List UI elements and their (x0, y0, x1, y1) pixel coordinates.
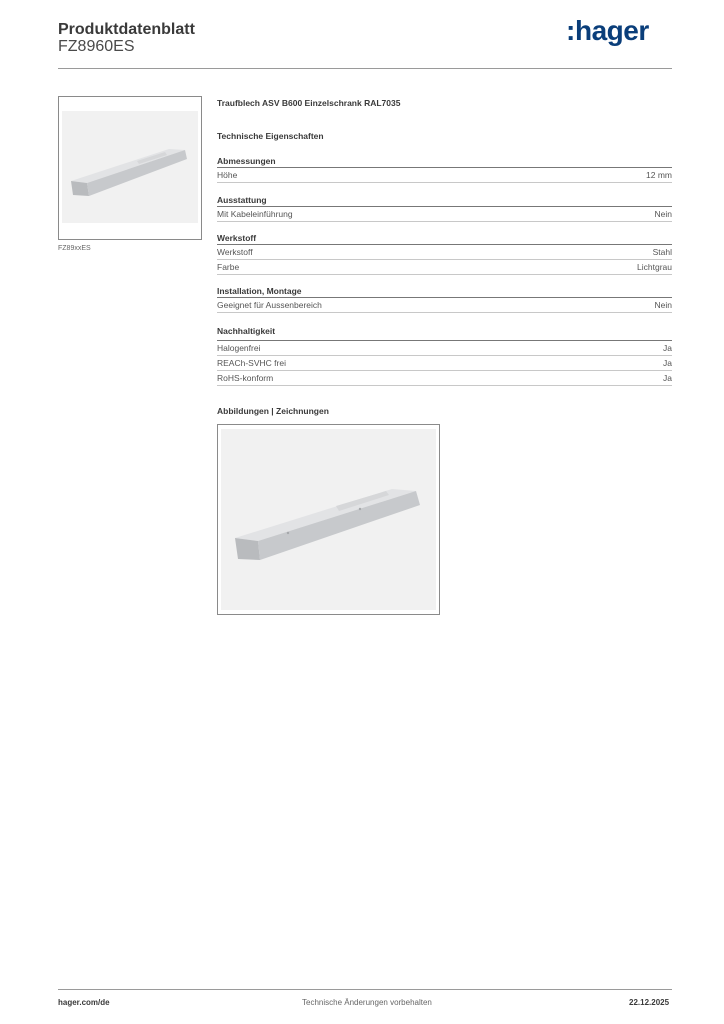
section-divider (217, 244, 672, 245)
section-title-sustainability: Nachhaltigkeit (217, 326, 276, 336)
property-label: Höhe (217, 170, 238, 180)
property-label: REACh-SVHC frei (217, 358, 286, 368)
table-row (217, 299, 672, 313)
technical-properties-heading: Technische Eigenschaften (217, 131, 324, 141)
table-row (217, 372, 672, 386)
section-title-dimensions: Abmessungen (217, 156, 276, 166)
property-label: Halogenfrei (217, 343, 261, 353)
property-label: Mit Kabeleinführung (217, 209, 293, 219)
section-divider (217, 167, 672, 168)
property-value: Lichtgrau (637, 262, 672, 272)
section-divider (217, 297, 672, 298)
property-value: Ja (663, 373, 672, 383)
product-image-caption: FZ89xxES (58, 245, 91, 252)
logo-text: hager (575, 15, 649, 46)
property-value: Ja (663, 343, 672, 353)
section-title-installation: Installation, Montage (217, 286, 302, 296)
section-title-equipment: Ausstattung (217, 195, 267, 205)
footer-website: hager.com/de (58, 998, 110, 1007)
property-label: Werkstoff (217, 247, 253, 257)
table-row (217, 357, 672, 371)
table-row (217, 246, 672, 260)
section-divider (217, 340, 672, 341)
hager-logo (566, 15, 658, 48)
product-name: Traufblech ASV B600 Einzelschrank RAL7035 (217, 98, 401, 108)
product-image (58, 96, 202, 240)
header-divider (58, 68, 672, 69)
table-row (217, 208, 672, 222)
property-value: Nein (654, 209, 672, 219)
product-image-graphic (59, 97, 201, 239)
section-title-material: Werkstoff (217, 233, 257, 243)
product-drawing-graphic (218, 425, 439, 614)
product-drawing (217, 424, 440, 615)
footer-divider (58, 989, 672, 990)
drawings-heading: Abbildungen | Zeichnungen (217, 406, 329, 416)
property-label: Geeignet für Aussenbereich (217, 300, 322, 310)
article-number: FZ8960ES (58, 38, 135, 55)
section-divider (217, 206, 672, 207)
property-label: RoHS-konform (217, 373, 274, 383)
footer-disclaimer: Technische Änderungen vorbehalten (302, 998, 432, 1007)
property-value: Nein (654, 300, 672, 310)
property-value: Stahl (652, 247, 672, 257)
property-label: Farbe (217, 262, 240, 272)
table-row (217, 169, 672, 183)
document-title: Produktdatenblatt (58, 21, 195, 38)
table-row (217, 261, 672, 275)
property-value: 12 mm (646, 170, 672, 180)
footer-date: 22.12.2025 (629, 998, 670, 1007)
property-value: Ja (663, 358, 672, 368)
table-row (217, 342, 672, 356)
logo-prefix: : (566, 15, 576, 46)
